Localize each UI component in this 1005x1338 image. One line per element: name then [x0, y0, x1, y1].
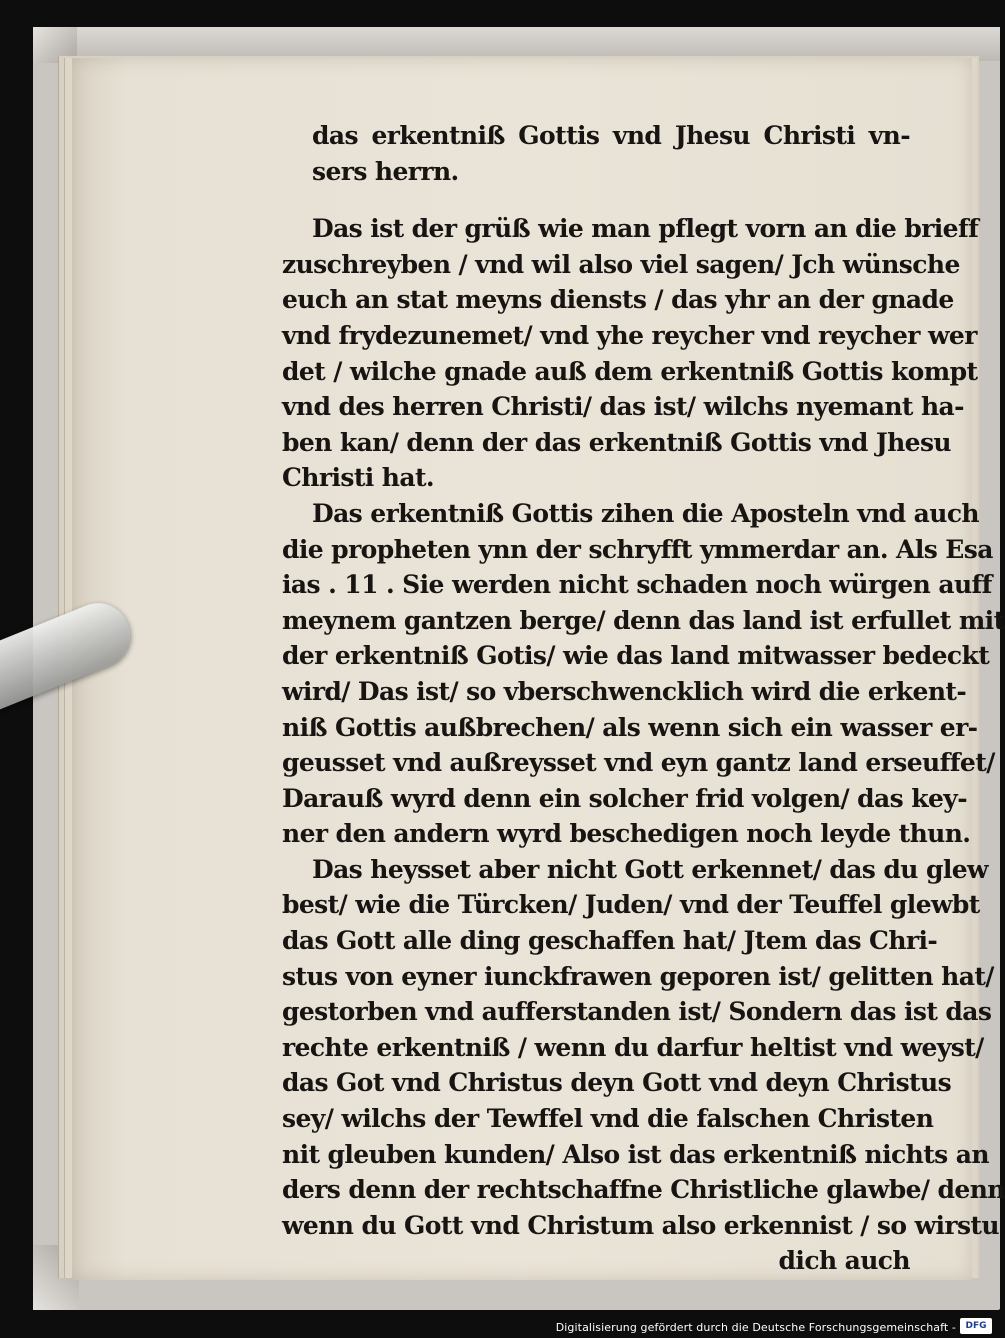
- text-line: euch an stat meyns diensts / das yhr an der gnade: [282, 285, 954, 315]
- text-line: nit gleuben kunden/ Also ist das erkentniß nichts an: [282, 1139, 989, 1169]
- text-line: det / wilche gnade auß dem erkentniß Gottis kompt: [282, 356, 978, 386]
- text-line: ders denn der rechtschaffne Christliche glawbe/ denn: [282, 1175, 1005, 1205]
- text-line: ner den andern wyrd beschedigen noch leyde thun.: [282, 819, 971, 849]
- text-line: rechte erkentniß / wenn du darfur heltist vnd weyst/: [282, 1032, 984, 1062]
- page-text-block: [282, 118, 1005, 1279]
- text-line: geusset vnd außreysset vnd eyn gantz land erseuffet/: [282, 748, 995, 778]
- footer-credit: Digitalisierung gefördert durch die Deutsche Forschungsgemeinschaft -: [555, 1321, 956, 1334]
- text-line: der erkentniß Gotis/ wie das land mitwasser bedeckt: [282, 641, 990, 671]
- text-line: das erkentniß Gottis vnd Jhesu Christi vn-: [312, 121, 910, 150]
- text-line: zuschreyben / vnd wil also viel sagen/ Jch wünsche: [282, 249, 960, 279]
- dfg-logo-text: DFG: [965, 1321, 987, 1331]
- text-line: Das ist der grüß wie man pflegt vorn an die brieff: [312, 214, 979, 244]
- text-line: gestorben vnd aufferstanden ist/ Sondern das ist das: [282, 997, 992, 1027]
- text-line: ias . 11 . Sie werden nicht schaden noch würgen auff: [282, 570, 992, 600]
- text-line: wird/ Das ist/ so vberschwencklich wird die erkent-: [282, 676, 967, 706]
- text-line: wenn du Gott vnd Christum also erkennist / so wirstu: [282, 1210, 999, 1240]
- text-line: vnd frydezunemet/ vnd yhe reycher vnd reycher wer: [282, 320, 977, 350]
- text-line: best/ wie die Türcken/ Juden/ vnd der Teuffel glewbt: [282, 890, 980, 920]
- text-line: Darauß wyrd denn ein solcher frid volgen/ das key-: [282, 783, 967, 813]
- text-line: meynem gantzen berge/ denn das land ist erfullet mit: [282, 605, 1005, 635]
- text-line: dich auch: [778, 1246, 910, 1276]
- text-line: niß Gottis außbrechen/ als wenn sich ein wasser er-: [282, 712, 978, 742]
- text-line: stus von eyner iunckfrawen geporen ist/ gelitten hat/: [282, 961, 994, 991]
- text-line: Das erkentniß Gottis zihen die Aposteln vnd auch: [312, 498, 980, 528]
- text-line: sey/ wilchs der Tewffel vnd die falschen Christen: [282, 1104, 934, 1134]
- text-line: sers herrn.: [312, 156, 459, 186]
- text-line: das Gott alle ding geschaffen hat/ Jtem das Chri-: [282, 926, 938, 956]
- paragraph-gap: [282, 189, 910, 211]
- text-line: die propheten ynn der schryfft ymmerdar an. Als Esa: [282, 534, 993, 564]
- text-line: ben kan/ denn der das erkentniß Gottis vnd Jhesu: [282, 427, 952, 457]
- dfg-logo: [960, 1318, 992, 1334]
- text-line: vnd des herren Christi/ das ist/ wilchs nyemant ha-: [282, 392, 964, 422]
- text-line: Das heysset aber nicht Gott erkennet/ das du glew: [312, 854, 988, 884]
- text-line: das Got vnd Christus deyn Gott vnd deyn Christus: [282, 1068, 952, 1098]
- text-line: Christi hat.: [282, 463, 434, 493]
